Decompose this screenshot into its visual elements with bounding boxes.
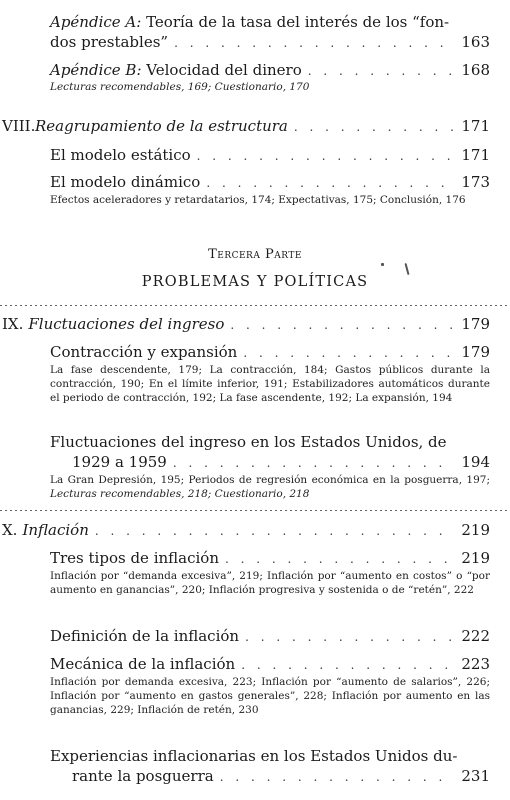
dot-leader: [173, 453, 456, 473]
page-number: 173: [461, 173, 490, 191]
entry-label: Apéndice B:: [50, 61, 142, 79]
dot-leader: [308, 61, 456, 81]
entry-title: El modelo dinámico: [50, 173, 201, 191]
toc-subentries: [50, 473, 490, 501]
page-number: 222: [461, 627, 490, 645]
page-number: 171: [461, 146, 490, 164]
dot-leader: [225, 549, 455, 569]
entry-label: Apéndice A:: [50, 13, 142, 31]
toc-entry-experiencias-line1: [50, 746, 490, 766]
toc-entry-appendix-b: [50, 60, 490, 81]
toc-entry-mecanica: [50, 654, 490, 675]
entry-title: 1929 a 1959: [72, 453, 167, 471]
entry-title: Experiencias inflacionarias en los Estados Unidos du-: [50, 747, 458, 765]
page-number: 219: [461, 521, 490, 539]
page-number: 219: [461, 549, 490, 567]
dot-leader: [197, 146, 456, 166]
chapter-number: VIII.: [2, 117, 36, 135]
dot-leader: [230, 315, 455, 335]
dot-leader: [243, 343, 455, 363]
entry-title: Mecánica de la inflación: [50, 655, 236, 673]
toc-subentries: Inflación por demanda excesiva, 223; Inflación por “aumento de salarios”, 226; Inflación por “aumento en gastos generales”, 228; Inflación por aumento en las ganancias, 229; Inflación de retén, 230: [50, 676, 490, 716]
chapter-title: Fluctuaciones del ingreso: [28, 315, 225, 333]
dot-leader: [220, 767, 456, 787]
toc-entry-experiencias-line2: [72, 766, 490, 787]
ink-speck: [381, 263, 384, 266]
page-number: 223: [461, 655, 490, 673]
toc-entry-definicion: [50, 626, 490, 647]
page-number: 194: [461, 453, 490, 471]
entry-title: Definición de la inflación: [50, 627, 240, 645]
entry-title: rante la posguerra: [72, 767, 214, 785]
section-divider: [0, 510, 510, 511]
entry-title: dos prestables”: [50, 33, 169, 51]
page-number: 179: [461, 343, 490, 361]
toc-entry-fluctuaciones-eeuu-line2: [72, 452, 490, 473]
toc-entry-tres-tipos: [50, 548, 490, 569]
chapter-title: Reagrupamiento de la estructura: [35, 117, 288, 135]
toc-entry-modelo-estatico: [50, 145, 490, 166]
entry-title: Tres tipos de inflación: [50, 549, 219, 567]
toc-chapter-viii: [2, 116, 490, 137]
chapter-title: Inflación: [22, 521, 89, 539]
toc-subentries: La fase descendente, 179; La contracción, 184; Gastos públicos durante la contracción, 190; En el límite inferior, 191; Estabilizadores automáticos durante el periodo de contracción, 192; La fase ascendente, 192; La expansión, 194: [50, 364, 490, 404]
page-number: 168: [461, 61, 490, 79]
dot-leader: [174, 33, 455, 53]
entry-title: Fluctuaciones del ingreso en los Estados Unidos, de: [50, 433, 447, 451]
toc-entry-modelo-dinamico: [50, 172, 490, 193]
page-number: 171: [461, 117, 490, 135]
dot-leader: [95, 521, 455, 541]
entry-title: Velocidad del dinero: [146, 61, 302, 79]
page-number: 231: [461, 767, 490, 785]
dot-leader: [294, 117, 455, 137]
chapter-number: X.: [2, 521, 18, 539]
page-number: 179: [461, 315, 490, 333]
toc-subentries: Efectos aceleradores y retardatarios, 174; Expectativas, 175; Conclusión, 176: [50, 194, 466, 206]
part-label-text: Tercera Parte: [208, 247, 302, 262]
dot-leader: [245, 627, 455, 647]
chapter-number: IX.: [2, 315, 24, 333]
toc-subentries: Inflación por “demanda excesiva”, 219; Inflación por “aumento en costos” o “por aumento en ganancias”, 220; Inflación progresiva y sostenida o de “retén”, 222: [50, 570, 490, 596]
entry-title: El modelo estático: [50, 146, 191, 164]
entry-title: Teoría de la tasa del interés de los “fon-: [146, 13, 450, 31]
toc-entry-fluctuaciones-eeuu-line1: [50, 432, 490, 452]
part-title: PROBLEMAS Y POLÍTICAS: [141, 274, 369, 290]
dot-leader: [241, 655, 455, 675]
subentries-text: La Gran Depresión, 195; Periodos de regresión económica en la posguerra, 197;: [50, 474, 490, 486]
page-number: 163: [461, 33, 490, 51]
subentries-italic: Lecturas recomendables, 218; Cuestionario, 218: [50, 488, 310, 500]
toc-chapter-ix: [2, 314, 490, 335]
section-divider: [0, 305, 510, 306]
part-label: [0, 247, 510, 262]
toc-chapter-x: [2, 520, 490, 541]
dot-leader: [206, 173, 455, 193]
entry-title: Contracción y expansión: [50, 343, 238, 361]
toc-entry-appendix-a-line1: [50, 12, 490, 32]
toc-subentries: Lecturas recomendables, 169; Cuestionario, 170: [50, 81, 310, 93]
toc-entry-contraccion-expansion: [50, 342, 490, 363]
toc-entry-appendix-a-line2: [50, 32, 490, 53]
